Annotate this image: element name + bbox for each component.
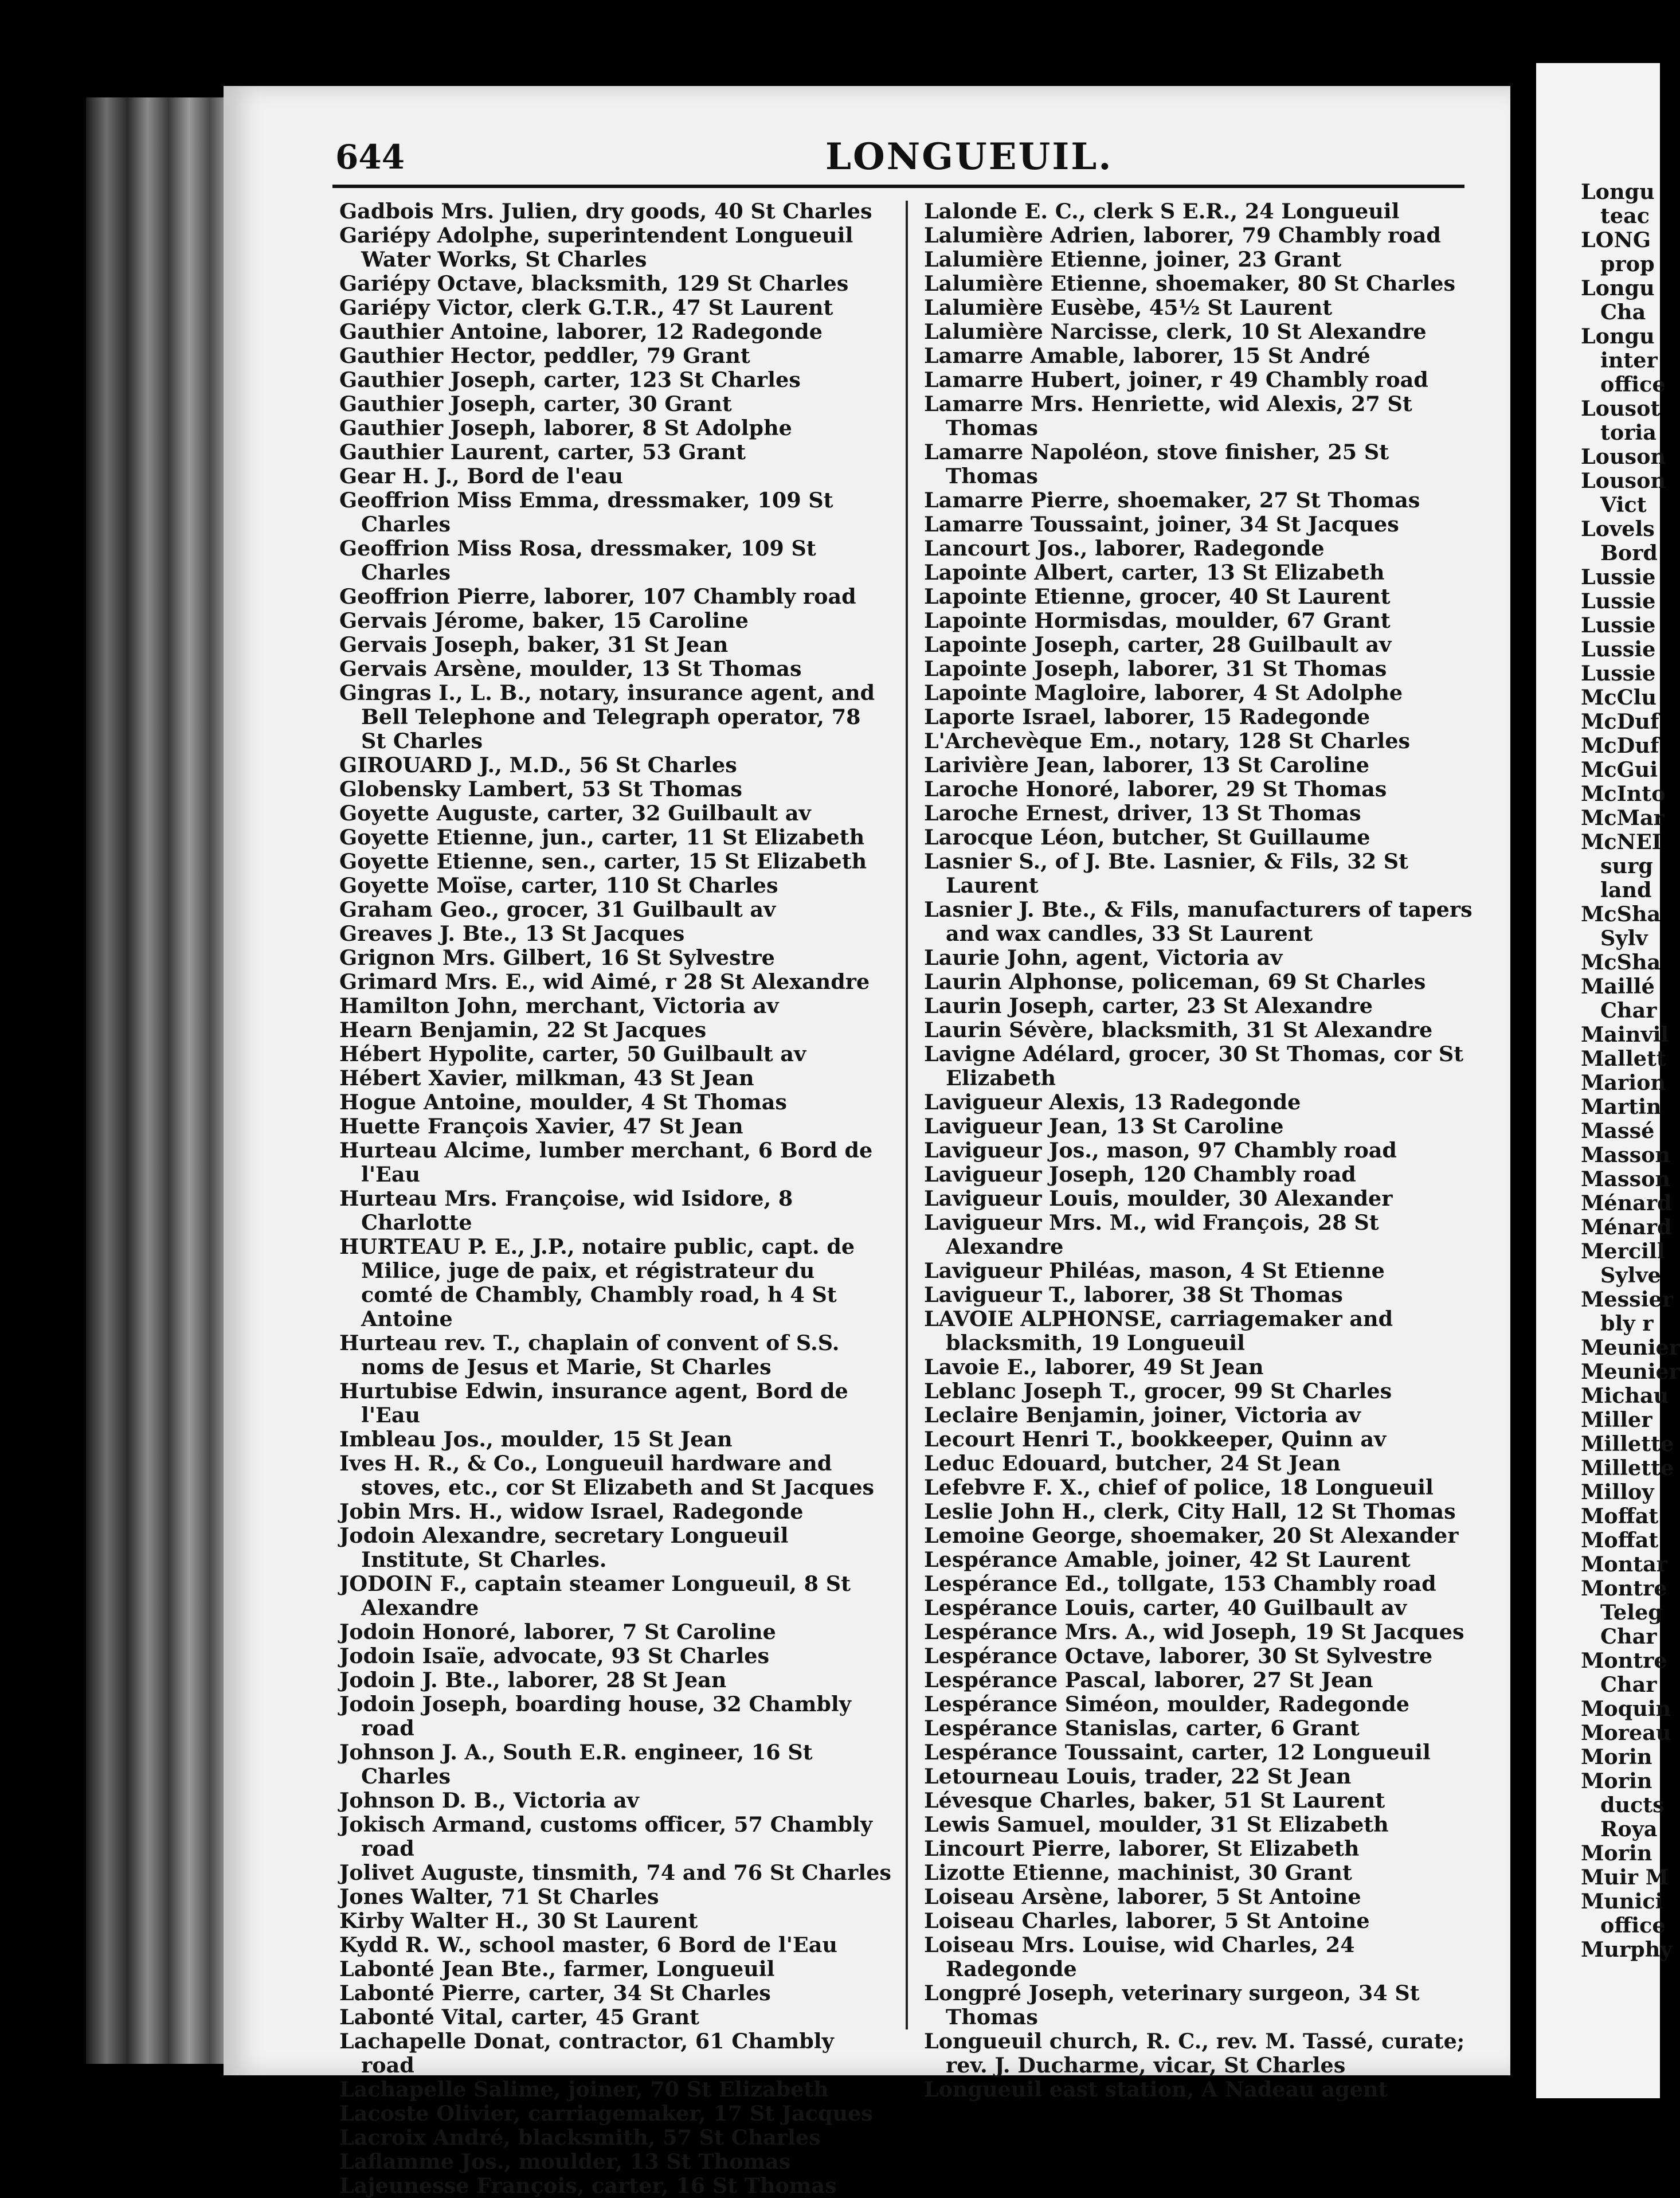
directory-entry: Lancourt Jos., laborer, Radegonde [924,536,1325,561]
directory-entry: Hamilton John, merchant, Victoria av [339,994,779,1018]
directory-entry: Lavigueur Jean, 13 St Caroline [924,1114,1284,1139]
directory-entry: Lamarre Mrs. Henriette, wid Alexis, 27 St Thomas [924,392,1412,440]
directory-entry: Lespérance Octave, laborer, 30 St Sylvestre [924,1644,1433,1668]
next-page-fragment: Lussie [1581,661,1656,686]
directory-entry: Lalonde E. C., clerk S E.R., 24 Longueuil [924,199,1400,224]
page-title: LONGUEUIL. [825,135,1113,178]
directory-entry: Johnson J. A., South E.R. engineer, 16 St Charles [339,1740,813,1789]
next-page-fragment: Morin [1581,1769,1652,1793]
next-page-fragment: Montre [1581,1648,1667,1673]
directory-entry: Lespérance Siméon, moulder, Radegonde [924,1692,1409,1716]
directory-entry: Lacroix André, blacksmith, 57 St Charles [339,2125,821,2150]
directory-entry: Laurin Alphonse, policeman, 69 St Charles [924,969,1426,994]
directory-entry: Jodoin Joseph, boarding house, 32 Chambly road [339,1692,851,1741]
directory-entry: Lavigne Adélard, grocer, 30 St Thomas, cor St Elizabeth [924,1042,1464,1090]
directory-entry: Grimard Mrs. E., wid Aimé, r 28 St Alexandre [339,969,870,994]
directory-entry: Hébert Hypolite, carter, 50 Guilbault av [339,1042,806,1066]
directory-entry: Labonté Vital, carter, 45 Grant [339,2005,699,2029]
directory-entry: Greaves J. Bte., 13 St Jacques [339,921,685,946]
next-page-fragment: McInto [1581,781,1666,806]
directory-entry: Hurteau rev. T., chaplain of convent of S.S. noms de Jesus et Marie, St Charles [339,1331,840,1379]
directory-entry: Lespérance Louis, carter, 40 Guilbault av [924,1595,1407,1620]
directory-entry: Leclaire Benjamin, joiner, Victoria av [924,1403,1361,1427]
directory-entry: Lajeunesse François, carter, 16 St Thomas [339,2173,837,2198]
directory-entry: Jodoin Honoré, laborer, 7 St Caroline [339,1620,776,1644]
directory-entry: Goyette Etienne, sen., carter, 15 St Elizabeth [339,849,867,874]
next-page-fragment: Roya [1600,1817,1658,1841]
directory-entry: Gauthier Laurent, carter, 53 Grant [339,440,746,464]
next-page-fragment: Michau [1581,1383,1669,1408]
directory-entry: LAVOIE ALPHONSE, carriagemaker and blacksmith, 19 Longueuil [924,1307,1393,1355]
directory-entry: Hurteau Alcime, lumber merchant, 6 Bord de l'Eau [339,1138,873,1187]
directory-entry: Globensky Lambert, 53 St Thomas [339,777,742,801]
directory-entry: Gariépy Victor, clerk G.T.R., 47 St Laurent [339,295,833,320]
directory-entry: Laurin Joseph, carter, 23 St Alexandre [924,994,1373,1018]
directory-entry: Lincourt Pierre, laborer, St Elizabeth [924,1836,1360,1861]
next-page-fragment: Moffat [1581,1528,1659,1552]
next-page-fragment: Messier [1581,1287,1674,1312]
directory-entry: Lavigueur Philéas, mason, 4 St Etienne [924,1258,1385,1283]
directory-entry: Loiseau Charles, laborer, 5 St Antoine [924,1908,1370,1933]
header-rule [332,185,1464,188]
next-page-fragment: Mallett [1581,1046,1666,1071]
next-page-fragment: Morin [1581,1841,1652,1865]
left-column [339,200,892,2198]
next-page-fragment: Miller [1581,1407,1652,1432]
directory-entry: Gauthier Hector, peddler, 79 Grant [339,343,750,368]
next-page-fragment: Millette [1581,1432,1674,1456]
directory-entry: Geoffrion Pierre, laborer, 107 Chambly road [339,584,856,609]
directory-entry: HURTEAU P. E., J.P., notaire public, capt. de Milice, juge de paix, et régistrateur du comté de Chambly, Chambly road, h 4 St Antoine [339,1234,855,1331]
directory-entry: Lapointe Joseph, laborer, 31 St Thomas [924,656,1387,681]
next-page-fragment: office [1600,372,1666,397]
next-page-fragment: Lovels [1581,517,1655,541]
next-page-fragment: Masson [1581,1167,1671,1191]
directory-entry: Imbleau Jos., moulder, 15 St Jean [339,1427,733,1452]
next-page-fragment: toria [1600,420,1656,445]
directory-entry: Lamarre Napoléon, stove finisher, 25 St Thomas [924,440,1389,488]
directory-entry: Lespérance Mrs. A., wid Joseph, 19 St Jacques [924,1620,1464,1644]
directory-entry: Larocque Léon, butcher, St Guillaume [924,825,1370,850]
directory-entry: Lavigueur Louis, moulder, 30 Alexander [924,1186,1393,1211]
next-page-fragment: Louson [1581,444,1666,469]
directory-entry: Gervais Jérome, baker, 15 Caroline [339,608,749,633]
directory-entry: Leduc Edouard, butcher, 24 St Jean [924,1451,1341,1476]
directory-entry: Longpré Joseph, veterinary surgeon, 34 St Thomas [924,1981,1420,2029]
next-page-column [1581,180,1680,1962]
directory-entry: Hogue Antoine, moulder, 4 St Thomas [339,1090,787,1114]
next-page-fragment: Milloy [1581,1480,1654,1504]
directory-entry: Jobin Mrs. H., widow Israel, Radegonde [339,1499,804,1524]
directory-entry: Kirby Walter H., 30 St Laurent [339,1908,698,1933]
next-page-fragment: Sylv [1600,926,1648,951]
directory-entry: Lamarre Pierre, shoemaker, 27 St Thomas [924,488,1420,513]
directory-entry: Graham Geo., grocer, 31 Guilbault av [339,897,776,922]
directory-entry: Lapointe Albert, carter, 13 St Elizabeth [924,560,1385,585]
directory-entry: Leslie John H., clerk, City Hall, 12 St Thomas [924,1499,1456,1524]
directory-entry: Leblanc Joseph T., grocer, 99 St Charles [924,1379,1392,1403]
directory-entry: Lapointe Hormisdas, moulder, 67 Grant [924,608,1391,633]
next-page-fragment: Lussie [1581,565,1656,589]
directory-entry: Lavigueur Mrs. M., wid François, 28 St Alexandre [924,1210,1379,1259]
next-page-fragment: surg [1600,854,1653,878]
directory-entry: Longueuil east station, A Nadeau agent [924,2077,1388,2102]
directory-entry: Gingras I., L. B., notary, insurance agent, and Bell Telephone and Telegraph operator, 78 St Charles [339,680,875,753]
directory-entry: Lalumière Narcisse, clerk, 10 St Alexandre [924,319,1427,344]
directory-entry: Lecourt Henri T., bookkeeper, Quinn av [924,1427,1387,1452]
directory-entry: Laurin Sévère, blacksmith, 31 St Alexandre [924,1018,1433,1042]
directory-entry: Lavigueur Joseph, 120 Chambly road [924,1162,1356,1187]
directory-entry: Lizotte Etienne, machinist, 30 Grant [924,1860,1352,1885]
next-page-fragment: Char [1600,1624,1657,1649]
column-divider [906,201,908,2029]
next-page-fragment: Ménard [1581,1215,1672,1239]
next-page-fragment: Longu [1581,276,1655,300]
directory-entry: Lapointe Etienne, grocer, 40 St Laurent [924,584,1391,609]
next-page-fragment: Meunier [1581,1335,1680,1360]
next-page-fragment: Martin [1581,1094,1662,1119]
directory-entry: Lasnier J. Bte., & Fils, manufacturers of tapers and wax candles, 33 St Laurent [924,897,1473,946]
next-page-fragment: McGui [1581,757,1658,782]
directory-entry: Goyette Moïse, carter, 110 St Charles [339,873,778,898]
next-page-fragment: Morin [1581,1745,1652,1769]
directory-entry: Jolivet Auguste, tinsmith, 74 and 76 St Charles [339,1860,891,1885]
right-column [924,200,1480,2102]
directory-entry: Lévesque Charles, baker, 51 St Laurent [924,1788,1385,1813]
directory-entry: Gariépy Octave, blacksmith, 129 St Charles [339,271,849,296]
next-page-fragment: Sylve [1600,1263,1661,1288]
directory-entry: Lefebvre F. X., chief of police, 18 Longueuil [924,1475,1434,1500]
directory-entry: JODOIN F., captain steamer Longueuil, 8 St Alexandre [339,1571,851,1620]
directory-entry: Ives H. R., & Co., Longueuil hardware and stoves, etc., cor St Elizabeth and St Jacques [339,1451,875,1500]
directory-entry: Gervais Joseph, baker, 31 St Jean [339,632,729,657]
directory-entry: Labonté Pierre, carter, 34 St Charles [339,1981,771,2005]
next-page-fragment: Lousot [1581,396,1661,421]
directory-entry: Lespérance Stanislas, carter, 6 Grant [924,1716,1360,1741]
next-page-fragment: LONG [1581,228,1651,252]
next-page-fragment: Lussie [1581,589,1656,613]
directory-entry: Gauthier Joseph, laborer, 8 St Adolphe [339,416,792,440]
next-page-fragment: Montar [1581,1552,1668,1577]
next-page-fragment: McSha [1581,950,1661,975]
directory-entry: Lalumière Etienne, shoemaker, 80 St Charles [924,271,1456,296]
next-page-fragment: Murphy [1581,1937,1673,1962]
directory-entry: GIROUARD J., M.D., 56 St Charles [339,753,737,777]
next-page-fragment: Mainvil [1581,1022,1669,1047]
next-page-fragment: Vict [1600,492,1647,517]
next-page-fragment: Moreau [1581,1720,1671,1745]
page-number: 644 [335,138,405,177]
directory-entry: Lavigueur T., laborer, 38 St Thomas [924,1282,1343,1307]
next-page-fragment: Longu [1581,324,1655,349]
directory-entry: Lavoie E., laborer, 49 St Jean [924,1355,1264,1379]
next-page-fragment: ducts [1600,1793,1665,1817]
directory-entry: Longueuil church, R. C., rev. M. Tassé, curate; rev. J. Ducharme, vicar, St Charles [924,2029,1465,2078]
next-page-fragment: McNEI [1581,830,1662,854]
directory-entry: Grignon Mrs. Gilbert, 16 St Sylvestre [339,945,775,970]
directory-entry: Goyette Auguste, carter, 32 Guilbault av [339,801,811,826]
next-page-fragment: Cha [1600,300,1646,324]
directory-entry: Gauthier Joseph, carter, 30 Grant [339,392,732,416]
next-page-fragment: Teleg [1600,1600,1663,1625]
directory-entry: Labonté Jean Bte., farmer, Longueuil [339,1957,775,1981]
next-page-fragment: McSha [1581,902,1661,926]
next-page-fragment: land [1600,878,1652,902]
directory-entry: Lewis Samuel, moulder, 31 St Elizabeth [924,1812,1389,1837]
next-page-fragment: teac [1600,204,1650,228]
next-page-fragment: office [1600,1913,1666,1938]
directory-entry: Gadbois Mrs. Julien, dry goods, 40 St Charles [339,199,872,224]
directory-entry: Gauthier Joseph, carter, 123 St Charles [339,367,801,392]
next-page-fragment: Millette [1581,1456,1674,1480]
directory-entry: Laroche Ernest, driver, 13 St Thomas [924,801,1361,826]
next-page-fragment: Louson [1581,468,1666,493]
directory-entry: Lavigueur Jos., mason, 97 Chambly road [924,1138,1397,1163]
next-page-fragment: Massé [1581,1118,1655,1143]
next-page-fragment: Lussie [1581,613,1656,638]
next-page-fragment: prop [1600,252,1655,276]
directory-entry: Gear H. J., Bord de l'eau [339,464,623,488]
directory-entry: Gauthier Antoine, laborer, 12 Radegonde [339,319,823,344]
next-page-fragment: Mercill [1581,1239,1665,1264]
next-page-fragment: Moquin [1581,1696,1671,1721]
directory-entry: Hearn Benjamin, 22 St Jacques [339,1018,707,1042]
next-page-fragment: inter [1600,348,1658,373]
next-page-fragment: Lussie [1581,637,1656,662]
directory-entry: Lespérance Ed., tollgate, 153 Chambly road [924,1571,1436,1596]
directory-entry: Hébert Xavier, milkman, 43 St Jean [339,1066,754,1090]
directory-entry: Laurie John, agent, Victoria av [924,945,1283,970]
directory-entry: Jodoin Isaïe, advocate, 93 St Charles [339,1644,769,1668]
next-page-fragment: McMar [1581,805,1665,830]
directory-entry: Lalumière Etienne, joiner, 23 Grant [924,247,1342,272]
directory-entry: Geoffrion Miss Emma, dressmaker, 109 St Charles [339,488,833,537]
next-page-fragment: Maillé [1581,974,1655,999]
next-page-fragment: Char [1600,998,1657,1023]
directory-entry: Jodoin J. Bte., laborer, 28 St Jean [339,1668,727,1692]
next-page-fragment: McDuf [1581,709,1659,734]
directory-entry: Hurteau Mrs. Françoise, wid Isidore, 8 Charlotte [339,1186,793,1235]
directory-entry: Lapointe Magloire, laborer, 4 St Adolphe [924,680,1403,705]
directory-entry: Lespérance Pascal, laborer, 27 St Jean [924,1668,1373,1692]
next-page-fragment: Char [1600,1672,1657,1697]
directory-entry: Lachapelle Donat, contractor, 61 Chambly road [339,2029,834,2078]
directory-entry: Gervais Arsène, moulder, 13 St Thomas [339,656,802,681]
directory-entry: Lemoine George, shoemaker, 20 St Alexander [924,1523,1459,1548]
next-page-fragment: bly r [1600,1311,1654,1336]
next-page-fragment: McDuf [1581,733,1659,758]
directory-entry: Lachapelle Salime, joiner, 70 St Elizabeth [339,2077,829,2102]
directory-entry: Huette François Xavier, 47 St Jean [339,1114,743,1139]
directory-entry: Laroche Honoré, laborer, 29 St Thomas [924,777,1387,801]
next-page-fragment: Moffat [1581,1504,1659,1528]
next-page-fragment: Montre [1581,1576,1667,1601]
directory-entry: Gariépy Adolphe, superintendent Longueuil Water Works, St Charles [339,223,853,272]
directory-entry: Lalumière Eusèbe, 45½ St Laurent [924,295,1333,320]
directory-entry: Lamarre Amable, laborer, 15 St André [924,343,1370,368]
next-page-fragment: McClu [1581,685,1657,710]
directory-entry: Lamarre Toussaint, joiner, 34 St Jacques [924,512,1399,537]
next-page-fragment: Ménard [1581,1191,1672,1215]
next-page-fragment: Marion [1581,1070,1666,1095]
next-page-fragment: Muir M [1581,1865,1669,1890]
next-page-fragment: Munici [1581,1889,1663,1914]
directory-entry: Lacoste Olivier, carriagemaker, 17 St Jacques [339,2101,873,2126]
directory-entry: Hurtubise Edwin, insurance agent, Bord de l'Eau [339,1379,848,1427]
directory-entry: Lapointe Joseph, carter, 28 Guilbault av [924,632,1392,657]
directory-entry: Laflamme Jos., moulder, 13 St Thomas [339,2149,791,2174]
directory-entry: Larivière Jean, laborer, 13 St Caroline [924,753,1369,777]
directory-entry: Letourneau Louis, trader, 22 St Jean [924,1764,1352,1789]
directory-entry: Lalumière Adrien, laborer, 79 Chambly road [924,223,1441,248]
next-page-fragment: Meunier [1581,1359,1680,1384]
directory-entry: Lavigueur Alexis, 13 Radegonde [924,1090,1301,1114]
directory-entry: Kydd R. W., school master, 6 Bord de l'Eau [339,1933,837,1957]
directory-entry: Geoffrion Miss Rosa, dressmaker, 109 St Charles [339,536,816,585]
directory-entry: Jodoin Alexandre, secretary Longueuil Institute, St Charles. [339,1523,789,1572]
next-page-fragment: Bord [1600,541,1658,565]
directory-entry: Loiseau Mrs. Louise, wid Charles, 24 Radegonde [924,1933,1355,1981]
directory-entry: Laporte Israel, laborer, 15 Radegonde [924,705,1370,729]
directory-entry: Lasnier S., of J. Bte. Lasnier, & Fils, 32 St Laurent [924,849,1409,898]
directory-entry: Lamarre Hubert, joiner, r 49 Chambly road [924,367,1428,392]
directory-entry: Lespérance Toussaint, carter, 12 Longueuil [924,1740,1431,1765]
directory-entry: Lespérance Amable, joiner, 42 St Laurent [924,1547,1411,1572]
directory-entry: Johnson D. B., Victoria av [339,1788,639,1813]
directory-entry: Jones Walter, 71 St Charles [339,1884,659,1909]
next-page-fragment: Masson [1581,1143,1671,1167]
directory-entry: L'Archevèque Em., notary, 128 St Charles [924,729,1411,753]
directory-entry: Loiseau Arsène, laborer, 5 St Antoine [924,1884,1361,1909]
directory-entry: Jokisch Armand, customs officer, 57 Chambly road [339,1812,873,1861]
next-page-fragment: Longu [1581,179,1655,204]
directory-entry: Goyette Etienne, jun., carter, 11 St Elizabeth [339,825,865,850]
